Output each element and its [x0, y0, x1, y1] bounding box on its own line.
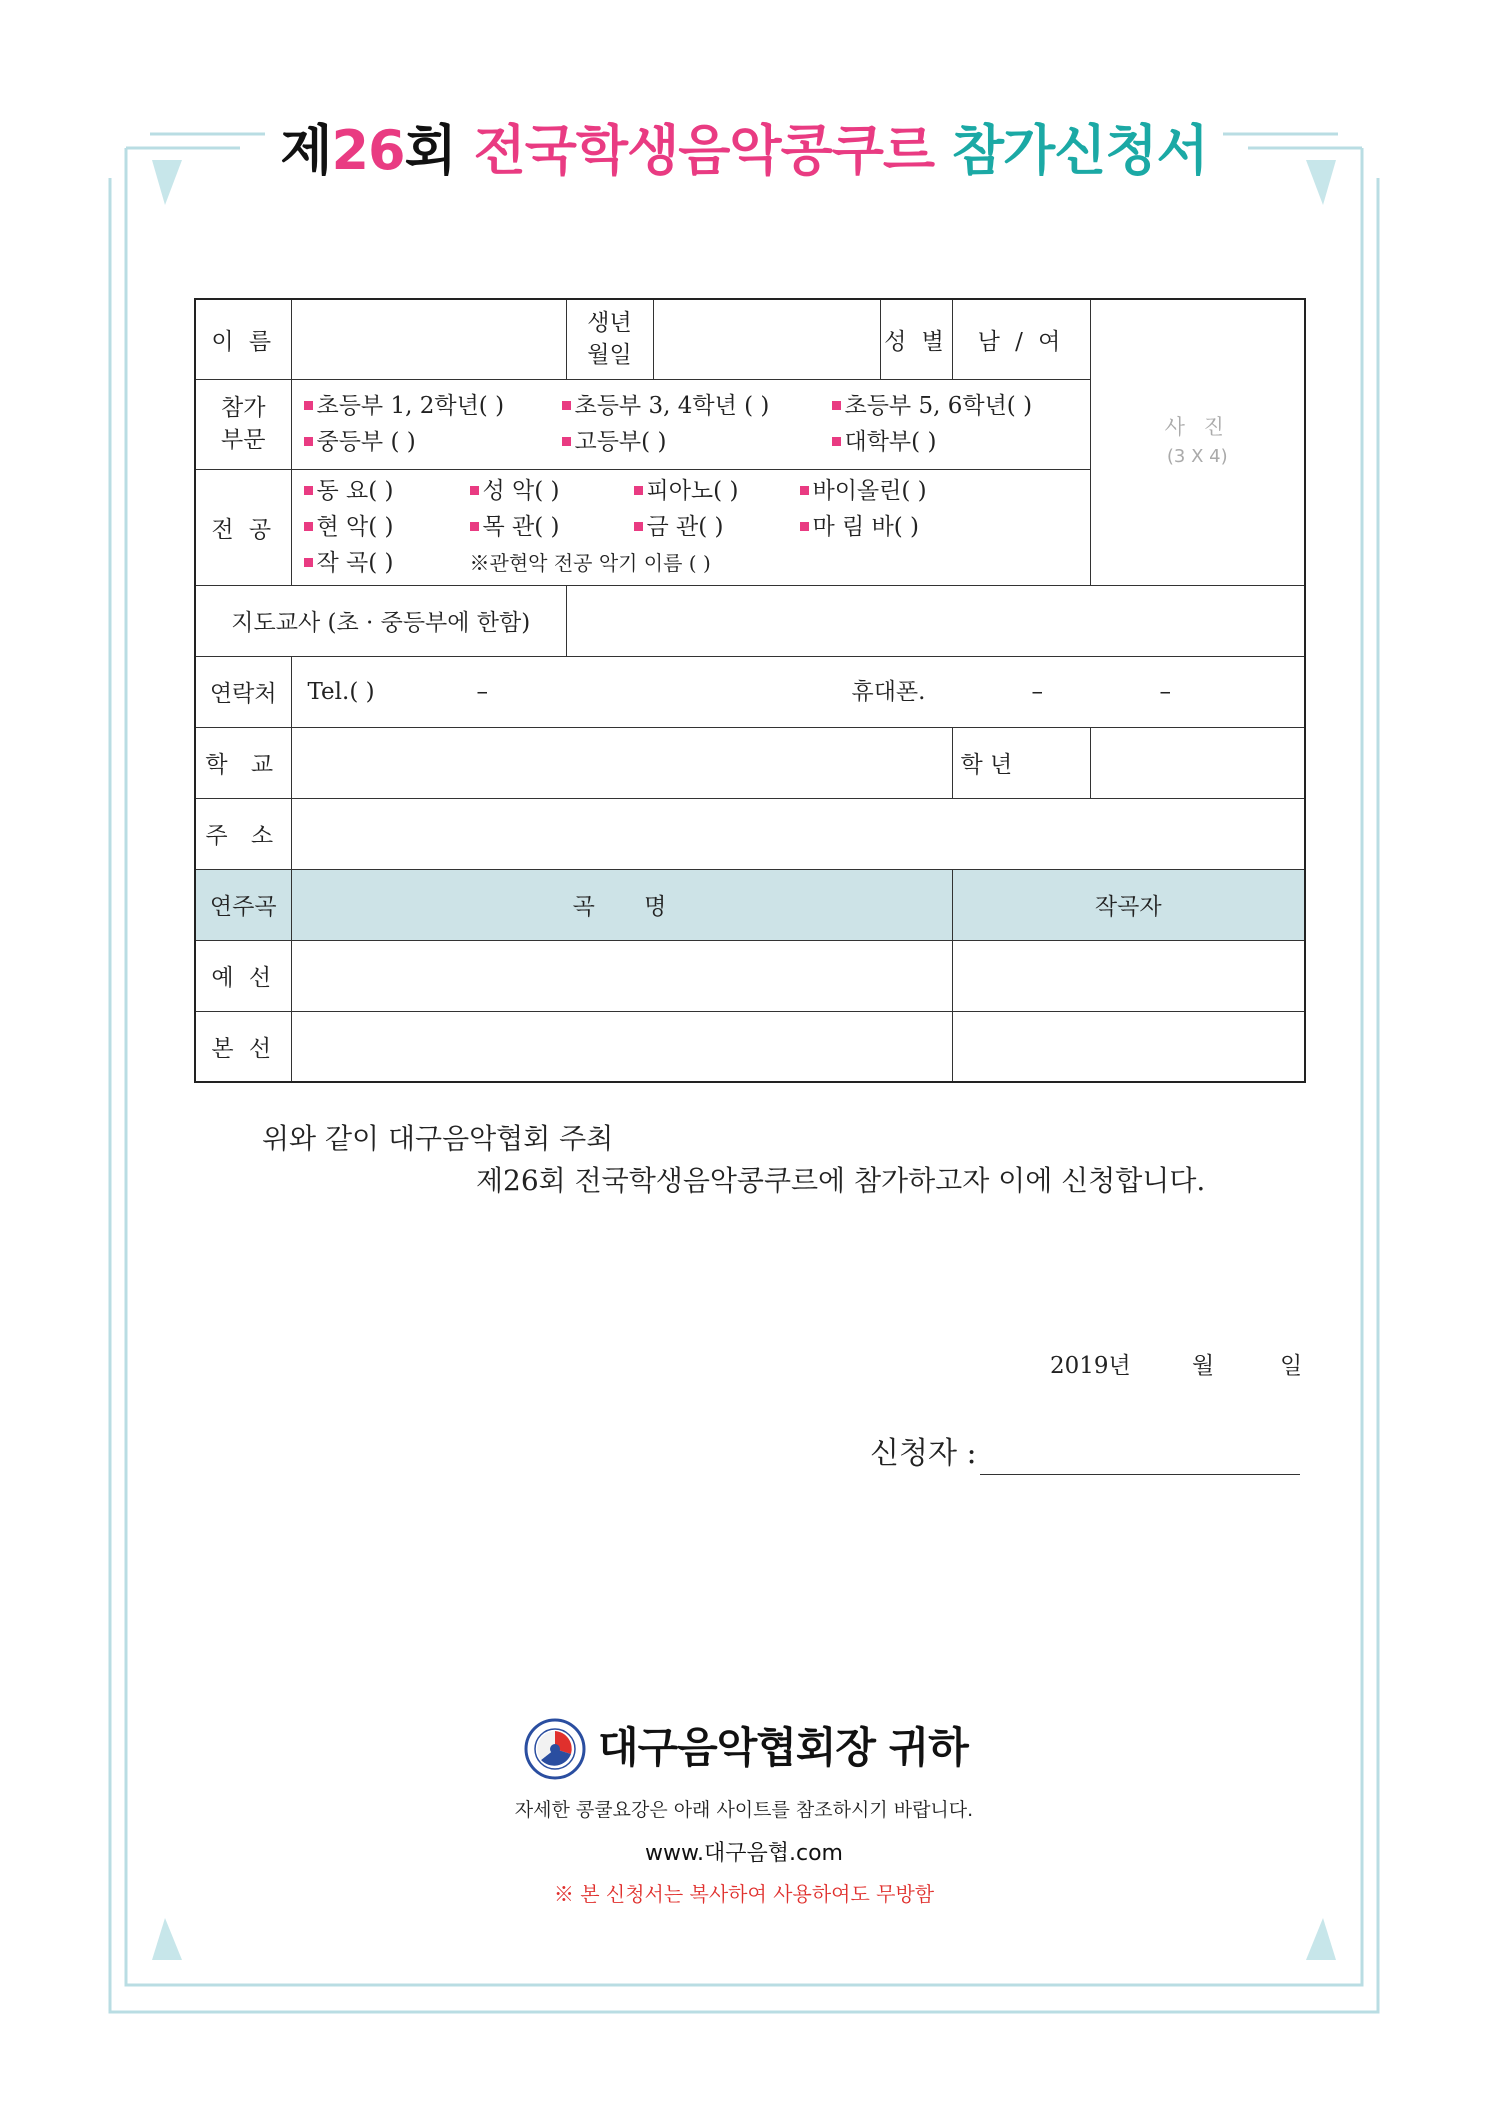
major-option[interactable] — [304, 545, 394, 581]
major-option-label: 피아노( ) — [646, 478, 739, 504]
major-option-label: 동 요( ) — [316, 478, 394, 504]
prelim-label: 예 선 — [195, 940, 291, 1011]
footer-note: ※ 본 신청서는 복사하여 사용하여도 무방함 — [553, 1882, 935, 1906]
division-option-label: 초등부 5, 6학년( ) — [844, 393, 1033, 419]
date-month: 월 — [1192, 1353, 1215, 1379]
final-composer-field[interactable] — [952, 1011, 1305, 1082]
title-prefix: 제 — [280, 119, 332, 182]
division-label-line1: 참가 — [221, 395, 266, 421]
bullet-icon — [304, 437, 313, 446]
birth-label-line2: 월일 — [587, 342, 632, 369]
footer-org: 대구음악협회장 귀하 — [598, 1723, 968, 1772]
statement-line1: 위와 같이 대구음악협회 주최 — [262, 1122, 614, 1155]
division-option-label: 고등부( ) — [574, 429, 667, 455]
bullet-icon — [562, 401, 571, 410]
footer-refer: 자세한 콩쿨요강은 아래 사이트를 참조하시기 바랍니다. — [514, 1799, 974, 1821]
gender-label: 성 별 — [880, 299, 952, 379]
teacher-field[interactable] — [566, 585, 1305, 656]
division-option-label: 중등부 ( ) — [316, 429, 416, 455]
final-piece-field[interactable] — [291, 1011, 952, 1082]
bullet-icon — [304, 558, 313, 567]
major-option-label: 작 곡( ) — [316, 550, 394, 576]
grade-label: 학 년 — [952, 727, 1090, 798]
piece-title-label: 곡 명 — [291, 869, 952, 940]
major-option-label: 목 관( ) — [482, 514, 560, 540]
address-label: 주 소 — [195, 798, 291, 869]
division-option[interactable] — [304, 388, 505, 424]
title-number: 26 — [331, 119, 405, 182]
prelim-composer-field[interactable] — [952, 940, 1305, 1011]
composer-label: 작곡자 — [952, 869, 1305, 940]
applicant-signature-line[interactable] — [980, 1474, 1300, 1475]
contact-field[interactable] — [291, 656, 1305, 727]
major-note: ※관현악 전공 악기 이름 ( ) — [469, 551, 711, 575]
major-option[interactable] — [470, 509, 560, 545]
division-label — [195, 379, 291, 469]
footer-url-link[interactable]: www.대구음협.com — [645, 1841, 843, 1866]
piece-label: 연주곡 — [195, 869, 291, 940]
address-field[interactable] — [291, 798, 1305, 869]
division-option[interactable] — [832, 424, 937, 460]
bullet-icon — [634, 522, 643, 531]
major-option[interactable] — [304, 473, 394, 509]
title-main: 전국학생음악콩쿠르 — [473, 119, 935, 182]
division-option[interactable] — [304, 424, 416, 460]
major-label: 전 공 — [195, 469, 291, 585]
major-option-label: 금 관( ) — [646, 514, 724, 540]
division-options — [291, 379, 1090, 469]
page-title — [0, 108, 1488, 185]
major-option[interactable] — [634, 473, 739, 509]
division-label-line2: 부문 — [221, 427, 266, 453]
major-option-label: 바이올린( ) — [812, 478, 927, 504]
bullet-icon — [470, 486, 479, 495]
bullet-icon — [800, 522, 809, 531]
gender-field[interactable]: 남 / 여 — [952, 299, 1090, 379]
major-option[interactable] — [634, 509, 724, 545]
name-field[interactable] — [291, 299, 566, 379]
major-options — [291, 469, 1090, 585]
date-day: 일 — [1280, 1353, 1303, 1379]
tel-dash: – — [476, 678, 488, 705]
division-option-label: 초등부 3, 4학년 ( ) — [574, 393, 770, 419]
photo-size: (3 X 4) — [1166, 446, 1228, 468]
division-option-label: 초등부 1, 2학년( ) — [316, 393, 505, 419]
contact-label: 연락처 — [195, 656, 291, 727]
bullet-icon — [800, 486, 809, 495]
association-logo-icon — [524, 1718, 586, 1780]
mobile-label: 휴대폰. — [851, 678, 926, 705]
bullet-icon — [304, 486, 313, 495]
bullet-icon — [832, 401, 841, 410]
bullet-icon — [304, 522, 313, 531]
prelim-piece-field[interactable] — [291, 940, 952, 1011]
bullet-icon — [634, 486, 643, 495]
applicant-label: 신청자 : — [870, 1436, 977, 1471]
division-option[interactable] — [832, 388, 1033, 424]
title-application: 참가신청서 — [951, 119, 1208, 182]
statement-line2: 제26회 전국학생음악콩쿠르에 참가하고자 이에 신청합니다. — [476, 1164, 1206, 1197]
division-option-label: 대학부( ) — [844, 429, 937, 455]
bullet-icon — [832, 437, 841, 446]
teacher-label: 지도교사 (초 · 중등부에 한함) — [195, 585, 566, 656]
major-option-label: 성 악( ) — [482, 478, 560, 504]
application-form — [194, 298, 1306, 1083]
birth-label — [566, 299, 653, 379]
bullet-icon — [304, 401, 313, 410]
grade-field[interactable] — [1090, 727, 1305, 798]
mobile-dash-1: – — [1031, 678, 1043, 705]
photo-label: 사 진 — [1164, 415, 1230, 440]
major-option-label: 마 림 바( ) — [812, 514, 920, 540]
name-label: 이 름 — [195, 299, 291, 379]
tel-label: Tel.( ) — [307, 678, 375, 705]
bullet-icon — [470, 522, 479, 531]
major-option[interactable] — [470, 473, 560, 509]
major-option[interactable] — [800, 509, 920, 545]
major-option[interactable] — [800, 473, 927, 509]
major-option-label: 현 악( ) — [316, 514, 394, 540]
division-option[interactable] — [562, 388, 770, 424]
school-label: 학 교 — [195, 727, 291, 798]
date-year: 2019년 — [1050, 1353, 1131, 1379]
photo-box — [1090, 299, 1305, 585]
title-suffix: 회 — [404, 119, 456, 182]
major-option[interactable] — [304, 509, 394, 545]
bullet-icon — [562, 437, 571, 446]
birth-field[interactable] — [653, 299, 880, 379]
school-field[interactable] — [291, 727, 952, 798]
mobile-dash-2: – — [1159, 678, 1171, 705]
final-label: 본 선 — [195, 1011, 291, 1082]
division-option[interactable] — [562, 424, 667, 460]
birth-label-line1: 생년 — [587, 310, 632, 337]
